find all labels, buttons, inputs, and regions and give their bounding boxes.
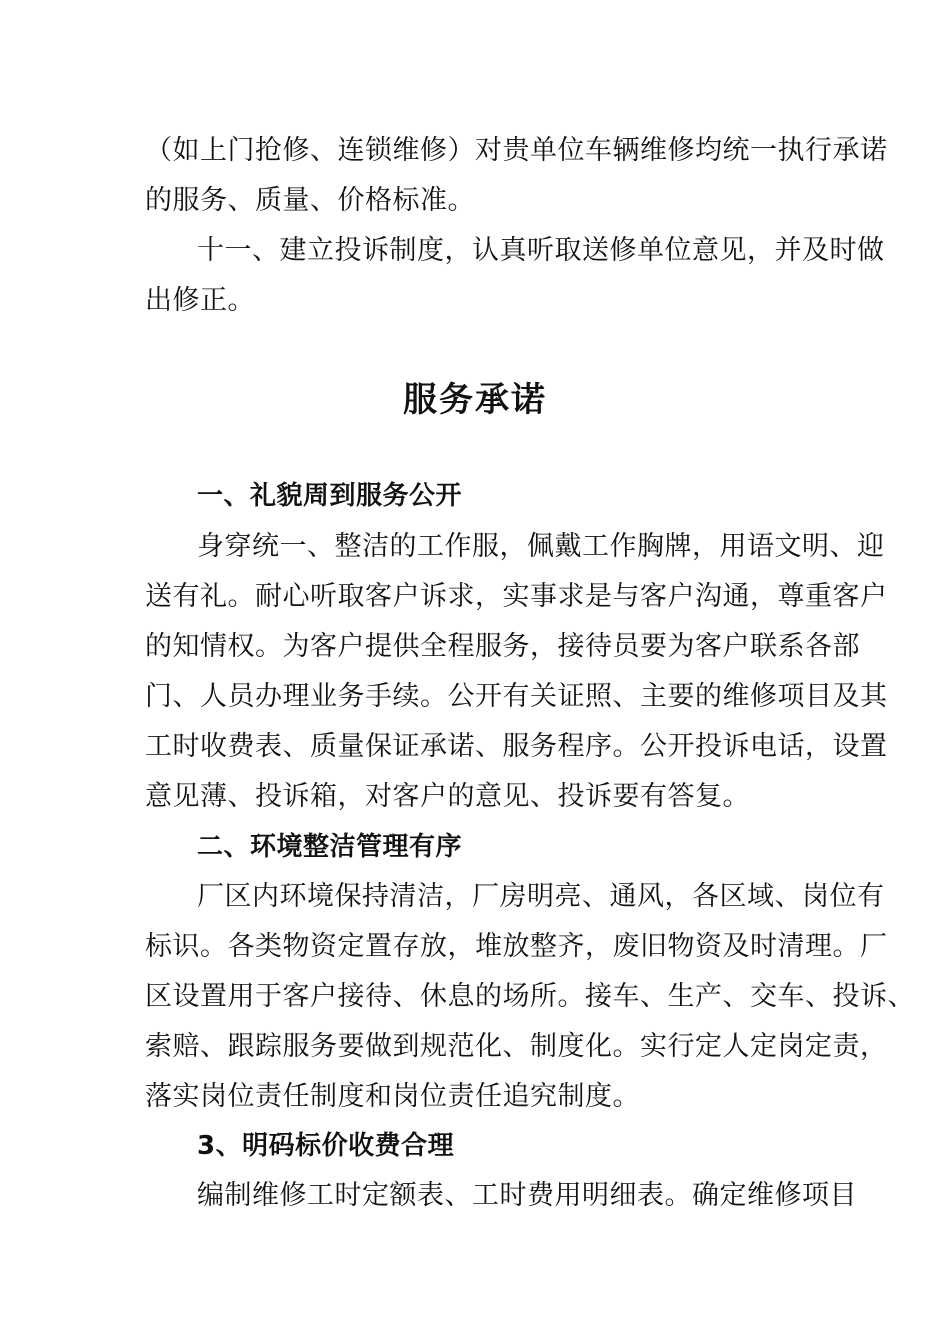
page-title: 服务承诺 bbox=[403, 380, 547, 420]
section-2-line-1: 厂区内环境保持清洁，厂房明亮、通风，各区域、岗位有 bbox=[197, 881, 885, 912]
section-3-line-1: 编制维修工时定额表、工时费用明细表。确定维修项目 bbox=[197, 1180, 857, 1211]
intro-line-3: 十一、建立投诉制度，认真听取送修单位意见，并及时做 bbox=[197, 235, 885, 266]
section-1-line-2: 送有礼。耐心听取客户诉求，实事求是与客户沟通，尊重客户 bbox=[145, 581, 888, 612]
section-1-line-5: 工时收费表、质量保证承诺、服务程序。公开投诉电话，设置 bbox=[145, 731, 888, 762]
section-1-line-6: 意见薄、投诉箱，对客户的意见、投诉要有答复。 bbox=[145, 781, 750, 812]
intro-line-1: （如上门抢修、连锁维修）对贵单位车辆维修均统一执行承诺 bbox=[145, 135, 888, 166]
section-2-line-2: 标识。各类物资定置存放，堆放整齐，废旧物资及时清理。厂 bbox=[145, 931, 888, 962]
section-2-heading: 二、环境整洁管理有序 bbox=[197, 832, 463, 862]
section-1-line-1: 身穿统一、整洁的工作服，佩戴工作胸牌，用语文明、迎 bbox=[197, 531, 885, 562]
section-3-heading: 3、明码标价收费合理 bbox=[197, 1131, 455, 1161]
section-2-line-5: 落实岗位责任制度和岗位责任追究制度。 bbox=[145, 1081, 640, 1112]
section-2-line-4: 索赔、跟踪服务要做到规范化、制度化。实行定人定岗定责， bbox=[145, 1031, 888, 1062]
section-2-line-3: 区设置用于客户接待、休息的场所。接车、生产、交车、投诉、 bbox=[145, 981, 915, 1012]
section-1-line-3: 的知情权。为客户提供全程服务，接待员要为客户联系各部 bbox=[145, 631, 860, 662]
section-1-heading: 一、礼貌周到服务公开 bbox=[197, 481, 463, 511]
intro-line-4: 出修正。 bbox=[145, 285, 255, 316]
section-1-line-4: 门、人员办理业务手续。公开有关证照、主要的维修项目及其 bbox=[145, 681, 888, 712]
intro-line-2: 的服务、质量、价格标准。 bbox=[145, 185, 475, 216]
